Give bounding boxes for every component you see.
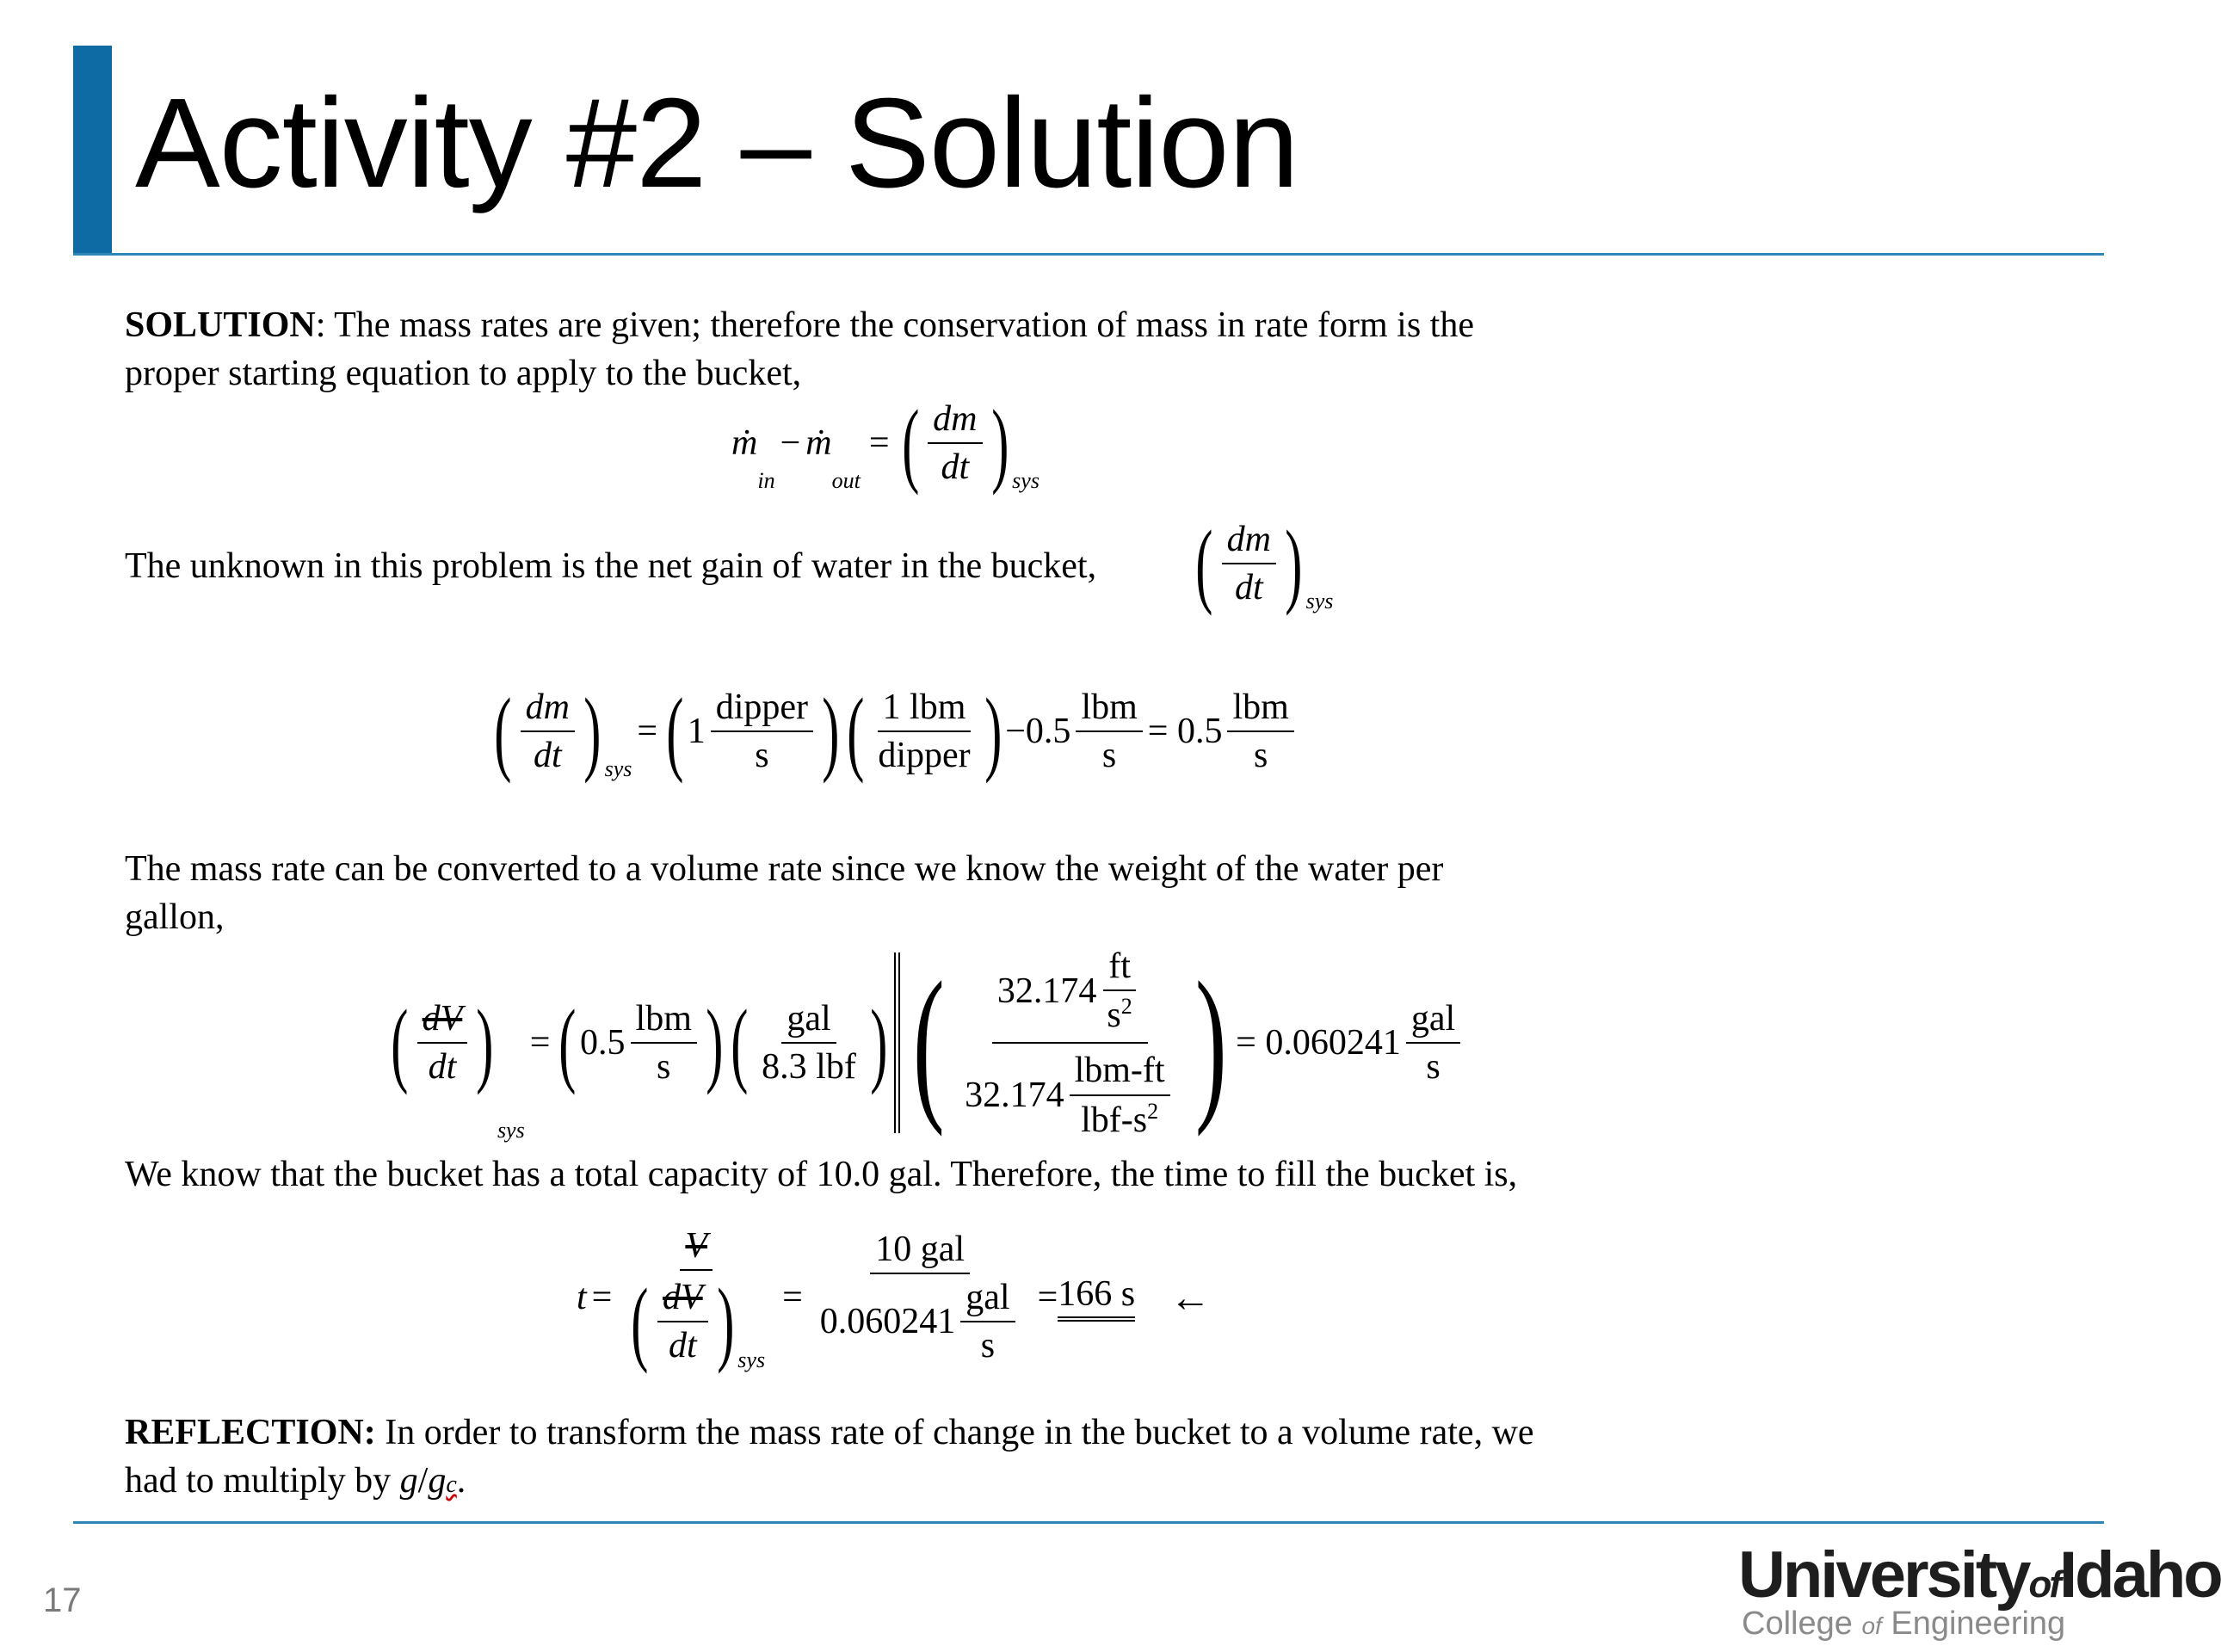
- reflection-line2: [125, 1457, 466, 1509]
- reflection-text-1: In order to transform the mass rate of change in the bucket to a volume rate, we: [375, 1413, 1534, 1452]
- eq2-paren-3: (: [666, 679, 684, 784]
- mass-rate-line2: gallon,: [125, 897, 225, 937]
- eq3-ft: ft: [1103, 946, 1136, 991]
- title-accent-bar: [73, 46, 112, 256]
- eq4-gal: gal: [960, 1278, 1015, 1322]
- eq3-s2-exp: 2: [1120, 994, 1132, 1020]
- equation-fill-time: [577, 1226, 1212, 1375]
- reflection-text-2: had to multiply by: [125, 1461, 400, 1501]
- unknown-fraction: [1222, 520, 1276, 607]
- eq4-paren-1: (: [631, 1269, 649, 1375]
- footer-divider: [73, 1521, 2104, 1524]
- eq4-equals-2: =: [782, 1278, 803, 1318]
- eq3-bracket: [894, 952, 900, 1133]
- eq3-paren-5: (: [730, 990, 748, 1096]
- eq1-left-paren: (: [901, 391, 919, 496]
- eq1-equals: =: [868, 423, 890, 463]
- eq3-s: s: [657, 1047, 671, 1088]
- eq2-lbm-per-dipper: [873, 687, 975, 775]
- eq3-paren-2: ): [476, 990, 494, 1096]
- eq4-gal-per-s: [960, 1278, 1015, 1365]
- college-logo: [1742, 1606, 2065, 1643]
- unknown-text: The unknown in this problem is the net gain of water in the bucket,: [125, 546, 1097, 586]
- equation-volume-rate: [387, 946, 1465, 1143]
- logo-of2: of: [1861, 1612, 1882, 1639]
- reflection-gc: g: [428, 1461, 447, 1501]
- equation-mass-conservation: [731, 391, 1040, 496]
- capacity-paragraph: We know that the bucket has a total capacity of 10.0 gal. Therefore, the time to fill the bucket is,: [125, 1155, 1518, 1194]
- eq3-lbm-per-s: [631, 999, 697, 1087]
- eq4-V: V: [680, 1226, 713, 1271]
- eq3-lbfs2-exp: 2: [1147, 1098, 1159, 1124]
- eq4-paren-2: ): [716, 1269, 735, 1375]
- university-logo: [1738, 1538, 2221, 1612]
- eq4-equals-3: =: [1037, 1278, 1058, 1318]
- eq4-t: t: [577, 1278, 587, 1318]
- eq2-paren-2: ): [583, 679, 602, 784]
- eq3-lbm: lbm: [631, 999, 697, 1044]
- eq2-minus-half: −0.5: [1005, 712, 1071, 751]
- eq2-one: 1: [687, 712, 706, 751]
- eq4-result: 166 s: [1058, 1273, 1135, 1322]
- eq3-s2: [1101, 991, 1137, 1035]
- eq3-gc-den: [959, 1044, 1180, 1139]
- logo-college: College: [1742, 1606, 1853, 1642]
- logo-university: University: [1738, 1538, 2029, 1612]
- eq1-out-subscript: out: [831, 468, 861, 493]
- eq2-dipper-den: dipper: [878, 736, 971, 775]
- eq1-den: dt: [941, 447, 970, 487]
- eq1-sys-subscript: sys: [1012, 468, 1040, 493]
- solution-label: SOLUTION: [125, 305, 316, 345]
- eq2-lbm-per-s-2: [1227, 687, 1293, 775]
- eq3-ft-per-s2: [1101, 946, 1137, 1035]
- eq3-equals: =: [529, 1023, 551, 1063]
- reflection-period: .: [456, 1461, 466, 1501]
- eq3-paren-4: ): [706, 990, 724, 1096]
- eq2-paren-1: (: [494, 679, 512, 784]
- eq4-dV: dV: [657, 1278, 708, 1322]
- reflection-label: REFLECTION:: [125, 1413, 376, 1452]
- eq4-dvdt: [622, 1269, 770, 1375]
- reflection-line1: [125, 1409, 1534, 1457]
- eq3-num: dV: [417, 999, 468, 1044]
- reflection-gc-sub: c: [446, 1471, 457, 1498]
- eq3-sys-subscript: sys: [497, 1117, 525, 1143]
- unknown-den: dt: [1234, 568, 1263, 607]
- logo-engineering: Engineering: [1891, 1606, 2066, 1642]
- eq3-lbfs2: [1076, 1096, 1163, 1140]
- eq2-1lbm: 1 lbm: [878, 687, 972, 732]
- page-number: 17: [43, 1581, 82, 1619]
- eq3-paren-8: ): [1194, 947, 1227, 1138]
- eq3-result: = 0.060241: [1236, 1023, 1401, 1063]
- eq1-minus: −: [780, 423, 801, 463]
- result-arrow-icon: ←: [1169, 1274, 1212, 1321]
- eq3-s2-base: s: [1107, 996, 1121, 1036]
- eq2-num: dm: [521, 687, 575, 732]
- eq1-mdot-in: ṁ: [731, 423, 758, 463]
- eq3-lbfs: lbf-s: [1081, 1100, 1148, 1140]
- eq2-lbm-per-s-1: [1076, 687, 1142, 775]
- eq2-s: s: [755, 736, 769, 775]
- eq3-lbmft: lbm-ft: [1070, 1051, 1170, 1095]
- eq3-gc-val: 32.174: [965, 1075, 1064, 1115]
- eq2-paren-4: ): [822, 679, 840, 784]
- title-divider: [73, 253, 2104, 256]
- eq2-result: = 0.5: [1147, 712, 1223, 751]
- eq2-sys-subscript: sys: [604, 756, 632, 781]
- eq3-lbf: 8.3 lbf: [762, 1047, 856, 1088]
- eq3-lbmft-per-lbfs2: [1070, 1051, 1170, 1139]
- equation-net-gain: [490, 679, 1299, 784]
- eq3-paren-1: (: [391, 990, 409, 1096]
- eq3-paren-7: (: [913, 947, 946, 1138]
- eq4-dv-dt-frac: [657, 1278, 708, 1365]
- logo-of: of: [2028, 1563, 2060, 1606]
- eq4-v-over-dvdt: [622, 1226, 770, 1375]
- solution-text-1: : The mass rates are given; therefore the conservation of mass in rate form is the: [315, 305, 1474, 345]
- eq3-paren-3: (: [558, 990, 577, 1096]
- eq1-num: dm: [928, 399, 982, 444]
- unknown-paragraph: [125, 542, 1096, 590]
- eq4-rate: [815, 1274, 1026, 1365]
- eq2-den: dt: [533, 736, 562, 775]
- eq4-rate-val: 0.060241: [819, 1302, 956, 1342]
- slide-title: Activity #2 – Solution: [135, 72, 1299, 214]
- eq3-gal: gal: [781, 999, 836, 1044]
- eq1-in-subscript: in: [757, 468, 775, 493]
- unknown-num: dm: [1222, 520, 1276, 564]
- eq4-dt: dt: [668, 1326, 697, 1366]
- eq3-g-val: 32.174: [996, 971, 1097, 1011]
- eq2-s-1: s: [1101, 736, 1117, 775]
- eq4-sys: sys: [737, 1347, 766, 1372]
- reflection-slash: /: [417, 1461, 429, 1501]
- eq2-dm-dt: [521, 687, 575, 775]
- eq3-dv-dt: [417, 999, 468, 1087]
- unknown-left-paren: (: [1195, 511, 1213, 616]
- eq4-equals: =: [591, 1278, 613, 1318]
- eq3-den: dt: [428, 1047, 457, 1088]
- eq1-right-paren: ): [990, 391, 1009, 496]
- eq4-10gal: 10 gal: [870, 1230, 970, 1274]
- eq2-lbm-1: lbm: [1076, 687, 1142, 732]
- eq2-dipper-per-s: [711, 687, 813, 775]
- eq3-half: 0.5: [580, 1023, 626, 1063]
- eq3-res-s: s: [1426, 1047, 1441, 1088]
- unknown-right-paren: ): [1285, 511, 1303, 616]
- mass-rate-line1: The mass rate can be converted to a volume rate since we know the weight of the water per: [125, 849, 1444, 889]
- reflection-g: g: [399, 1461, 418, 1501]
- eq3-gal-per-lbf: [756, 999, 861, 1087]
- unknown-sys-subscript: sys: [1305, 589, 1334, 613]
- eq4-s: s: [980, 1326, 996, 1366]
- logo-idaho: Idaho: [2059, 1538, 2221, 1612]
- eq2-paren-5: (: [846, 679, 865, 784]
- eq2-paren-6: ): [984, 679, 1003, 784]
- eq3-res-gal: gal: [1406, 999, 1460, 1044]
- eq2-lbm-2: lbm: [1227, 687, 1293, 732]
- solution-paragraph-line2: proper starting equation to apply to the bucket,: [125, 354, 802, 393]
- eq2-s-2: s: [1253, 736, 1268, 775]
- eq4-10gal-over-rate: [815, 1230, 1026, 1366]
- eq3-g-num: [992, 946, 1148, 1044]
- eq1-fraction: [928, 399, 982, 487]
- unknown-derivative: [1192, 511, 1334, 616]
- eq3-g-over-gc: [959, 946, 1180, 1140]
- solution-paragraph-line1: [125, 301, 1474, 349]
- eq2-equals: =: [637, 712, 658, 751]
- eq1-mdot-out: ṁ: [805, 423, 832, 463]
- eq3-gal-per-s: [1406, 999, 1460, 1087]
- eq3-paren-6: ): [870, 990, 888, 1096]
- eq2-dipper: dipper: [711, 687, 813, 732]
